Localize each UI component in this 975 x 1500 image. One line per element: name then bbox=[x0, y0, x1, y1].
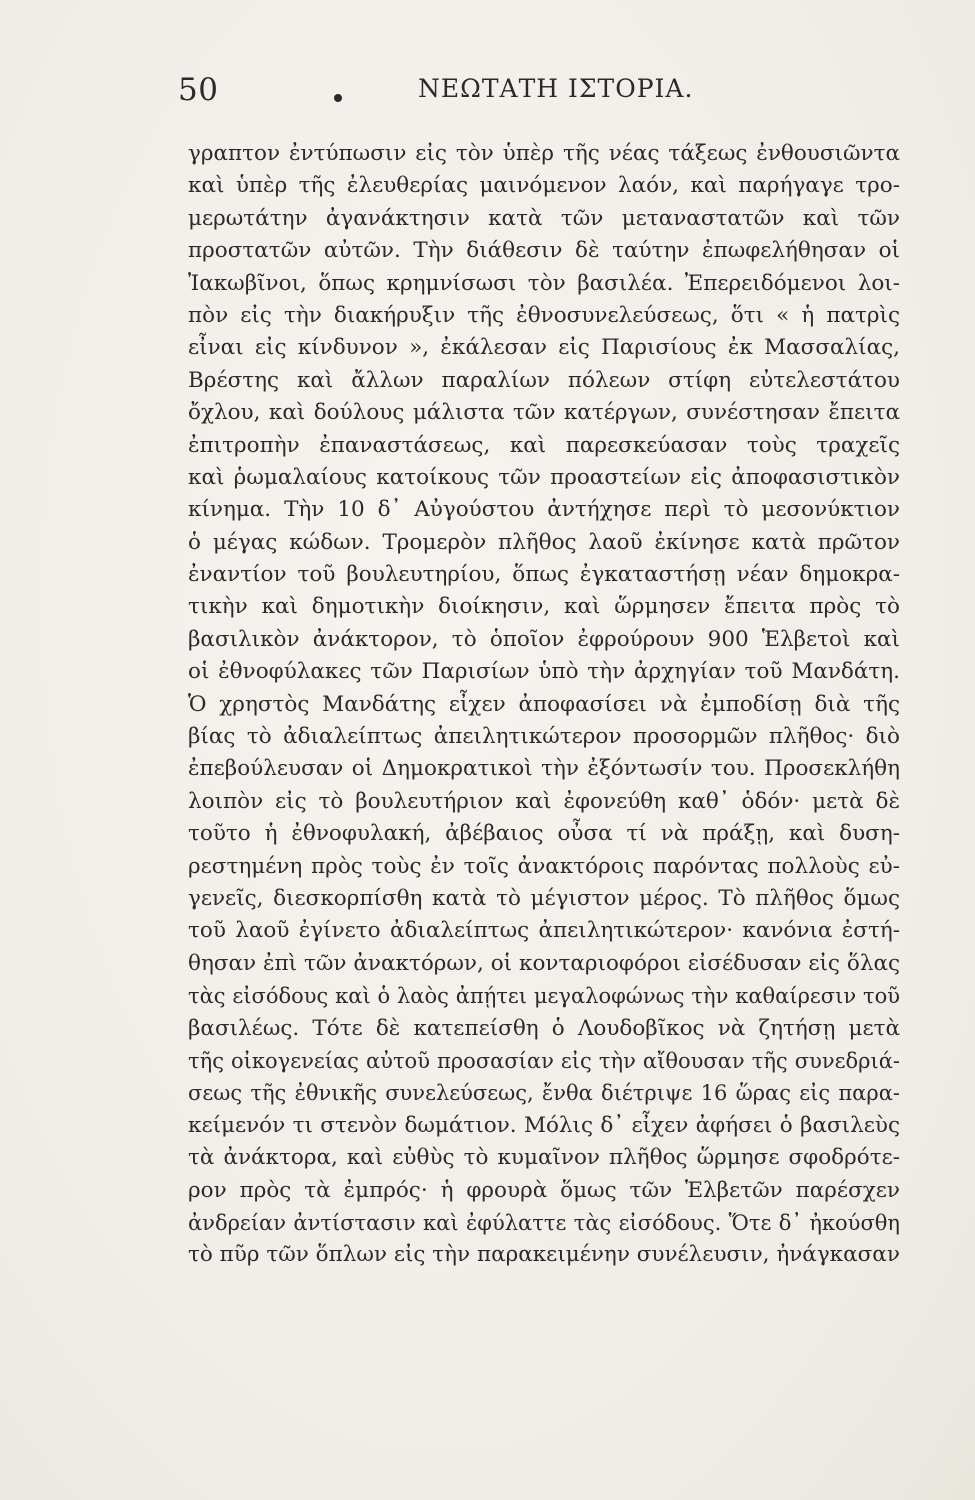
text-line: τοῦτο ἡ ἐθνοφυλακή, ἀβέβαιος οὖσα τί νὰ πράξῃ, καὶ δυση- bbox=[188, 821, 900, 847]
text-line: ἀνδρείαν ἀντίστασιν καὶ ἐφύλαττε τὰς εἰσόδους. Ὅτε δ᾽ ἠκούσθη bbox=[188, 1210, 900, 1235]
text-line: λοιπὸν εἰς τὸ βουλευτήριον καὶ ἐφονεύθη καθ᾽ ὁδόν· μετὰ δὲ bbox=[188, 788, 900, 814]
text-line: καὶ ῥωμαλαίους κατοίκους τῶν προαστείων εἰς ἀποφασιστικὸν bbox=[188, 464, 900, 490]
page-title: ΝΕΩΤΑΤΗ ΙΣΤΟΡΙΑ. bbox=[418, 74, 694, 103]
text-line: ὁ μέγας κώδων. Τρομερὸν πλῆθος λαοῦ ἐκίνησε κατὰ πρῶτον bbox=[188, 529, 900, 555]
text-line: οἱ ἐθνοφύλακες τῶν Παρισίων ὑπὸ τὴν ἀρχηγίαν τοῦ Μανδάτη. bbox=[188, 659, 900, 685]
text-line: Βρέστης καὶ ἄλλων παραλίων πόλεων στίφη εὐτελεστάτου bbox=[188, 367, 900, 393]
text-line: πὸν εἰς τὴν διακήρυξιν τῆς ἐθνοσυνελεύσεως, ὅτι « ἡ πατρὶς bbox=[188, 302, 900, 328]
text-line: κείμενόν τι στενὸν δωμάτιον. Μόλις δ᾽ εἶχεν ἀφήσει ὁ βασιλεὺς bbox=[188, 1112, 900, 1138]
text-line: μερωτάτην ἀγανάκτησιν κατὰ τῶν μεταναστατῶν καὶ τῶν bbox=[188, 205, 900, 231]
body-text bbox=[188, 138, 900, 1272]
text-line: Ἰακωβῖνοι, ὅπως κρημνίσωσι τὸν βασιλέα. Ἐπερειδόμενοι λοι- bbox=[188, 270, 900, 296]
text-line: τοῦ λαοῦ ἐγίνετο ἀδιαλείπτως ἀπειλητικώτερον· κανόνια ἐστή- bbox=[188, 918, 900, 944]
text-line: ρον πρὸς τὰ ἐμπρός· ἡ φρουρὰ ὅμως τῶν Ἑλβετῶν παρέσχεν bbox=[188, 1177, 900, 1203]
text-line: εἶναι εἰς κίνδυνον », ἐκάλεσαν εἰς Παρισίους ἐκ Μασσαλίας, bbox=[188, 335, 900, 361]
text-line: βίας τὸ ἀδιαλείπτως ἀπειλητικώτερον προσορμῶν πλῆθος· διὸ bbox=[188, 724, 900, 750]
text-line: θησαν ἐπὶ τῶν ἀνακτόρων, οἱ κονταριοφόροι εἰσέδυσαν εἰς ὅλας bbox=[188, 950, 900, 976]
text-line: γενεῖς, διεσκορπίσθη κατὰ τὸ μέγιστον μέρος. Τὸ πλῆθος ὅμως bbox=[188, 885, 900, 911]
text-line: σεως τῆς ἐθνικῆς συνελεύσεως, ἔνθα διέτριψε 16 ὥρας εἰς παρα- bbox=[188, 1081, 900, 1106]
text-line: Ὁ χρηστὸς Μανδάτης εἶχεν ἀποφασίσει νὰ ἐμποδίσῃ διὰ τῆς bbox=[188, 691, 900, 717]
text-line: καὶ ὑπὲρ τῆς ἐλευθερίας μαινόμενον λαόν, καὶ παρήγαγε τρο- bbox=[188, 173, 900, 199]
text-line: κίνημα. Τὴν 10 δ᾽ Αὐγούστου ἀντήχησε περὶ τὸ μεσονύκτιον bbox=[188, 497, 900, 523]
text-line: ἐναντίον τοῦ βουλευτηρίου, ὅπως ἐγκαταστήσῃ νέαν δημοκρα- bbox=[188, 562, 900, 588]
text-line: ἐπιτροπὴν ἐπαναστάσεως, καὶ παρεσκεύασαν τοὺς τραχεῖς bbox=[188, 432, 900, 458]
text-line: τικὴν καὶ δημοτικὴν διοίκησιν, καὶ ὥρμησεν ἔπειτα πρὸς τὸ bbox=[188, 594, 900, 620]
text-line: ἐπεβούλευσαν οἱ Δημοκρατικοὶ τὴν ἐξόντωσίν του. Προσεκλήθη bbox=[188, 756, 900, 782]
text-line: ὄχλου, καὶ δούλους μάλιστα τῶν κατέργων, συνέστησαν ἔπειτα bbox=[188, 400, 900, 426]
text-line: τῆς οἰκογενείας αὐτοῦ προσασίαν εἰς τὴν αἴθουσαν τῆς συνεδριά- bbox=[188, 1048, 900, 1073]
running-head bbox=[178, 72, 738, 112]
text-line: γραπτον ἐντύπωσιν εἰς τὸν ὑπὲρ τῆς νέας τάξεως ἐνθουσιῶντα bbox=[188, 141, 900, 166]
text-line: τὰς εἰσόδους καὶ ὁ λαὸς ἀπῄτει μεγαλοφώνως τὴν καθαίρεσιν τοῦ bbox=[188, 984, 900, 1009]
text-line: βασιλέως. Τότε δὲ κατεπείσθη ὁ Λουδοβῖκος νὰ ζητήσῃ μετὰ bbox=[188, 1015, 900, 1041]
text-line: τὸ πῦρ τῶν ὅπλων εἰς τὴν παρακειμένην συνέλευσιν, ἠνάγκασαν bbox=[188, 1242, 900, 1268]
header-bullet-mark bbox=[334, 94, 342, 102]
text-line: ρεστημένη πρὸς τοὺς ἐν τοῖς ἀνακτόροις παρόντας πολλοὺς εὐ- bbox=[188, 853, 900, 879]
page-number: 50 bbox=[178, 72, 219, 108]
text-line: προστατῶν αὐτῶν. Τὴν διάθεσιν δὲ ταύτην ἐπωφελήθησαν οἱ bbox=[188, 238, 900, 264]
text-line: τὰ ἀνάκτορα, καὶ εὐθὺς τὸ κυμαῖνον πλῆθος ὥρμησε σφοδρότε- bbox=[188, 1145, 900, 1171]
text-line: βασιλικὸν ἀνάκτορον, τὸ ὁποῖον ἐφρούρουν 900 Ἑλβετοὶ καὶ bbox=[188, 626, 900, 652]
